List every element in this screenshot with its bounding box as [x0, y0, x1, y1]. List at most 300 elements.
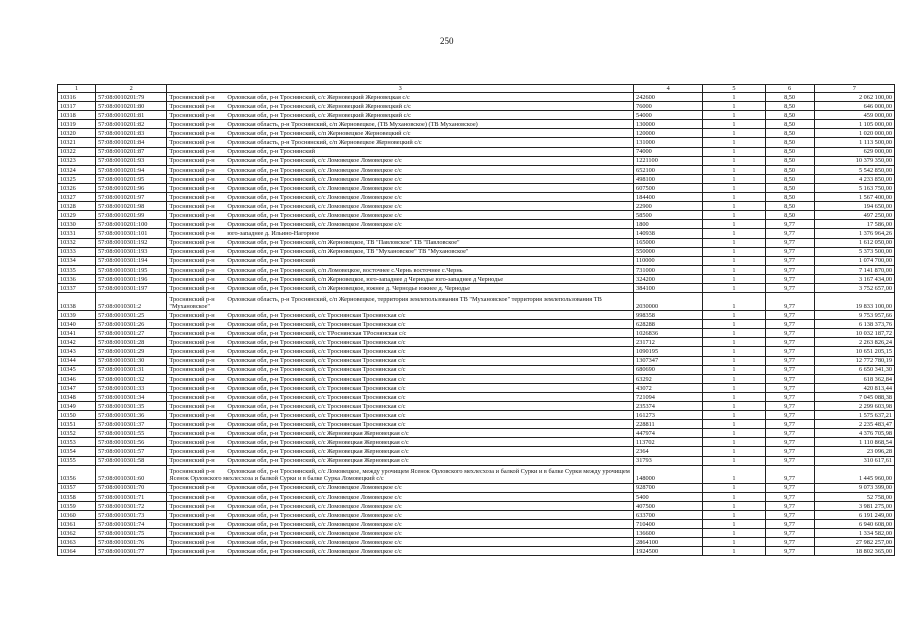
- count-cell: 1: [703, 447, 765, 456]
- cadastral-number-cell: 57:08:0010301:72: [96, 501, 167, 510]
- description-cell: [167, 265, 634, 274]
- description-cell: [167, 538, 634, 547]
- description-cell: [167, 93, 634, 102]
- row-number-cell: 10340: [58, 320, 96, 329]
- row-number-cell: 10332: [58, 238, 96, 247]
- row-number-cell: 10325: [58, 174, 96, 183]
- description-cell: [167, 483, 634, 492]
- count-cell: 1: [703, 383, 765, 392]
- header-col-7: 7: [814, 85, 894, 93]
- table-row: [58, 320, 895, 329]
- value-cell: 1 376 964,26: [814, 229, 894, 238]
- area-cell: 2864100: [634, 538, 703, 547]
- row-number-cell: 10321: [58, 138, 96, 147]
- rate-cell: 9,77: [765, 429, 814, 438]
- count-cell: 1: [703, 365, 765, 374]
- district-label: Троснянский р-н: [169, 493, 215, 501]
- area-cell: 1090195: [634, 347, 703, 356]
- address-label: Орловская обл, р-н Троснянский, с/с Ломовецкое Ломовецкое с/с: [227, 175, 402, 183]
- count-cell: 1: [703, 238, 765, 247]
- cadastral-number-cell: 57:08:0010201:93: [96, 156, 167, 165]
- district-label: Троснянский р-н: [169, 184, 215, 192]
- cadastral-number-cell: 57:08:0010301:26: [96, 320, 167, 329]
- value-cell: 5 542 850,00: [814, 165, 894, 174]
- rate-cell: 9,77: [765, 438, 814, 447]
- value-cell: 1 445 960,00: [814, 465, 894, 483]
- address-label: Орловская обл, р-н Троснянский, с/с Ломовецкое Ломовецкое с/с: [227, 202, 402, 210]
- table-row: [58, 456, 895, 465]
- table-header: [58, 85, 895, 93]
- table-row: [58, 365, 895, 374]
- address-label: Орловская обл, р-н Троснянский, с/с Троснянская Троснянская с/с: [227, 402, 406, 410]
- area-cell: 652100: [634, 165, 703, 174]
- description-cell: [167, 356, 634, 365]
- district-label: Троснянский р-н: [169, 230, 215, 238]
- header-col-1: 1: [58, 85, 96, 93]
- area-cell: 110000: [634, 256, 703, 265]
- district-label: Троснянский р-н: [169, 393, 215, 401]
- description-cell: [167, 510, 634, 519]
- cadastral-number-cell: 57:08:0010201:95: [96, 174, 167, 183]
- count-cell: 1: [703, 392, 765, 401]
- count-cell: 1: [703, 402, 765, 411]
- description-cell: [167, 202, 634, 211]
- value-cell: 2 062 100,00: [814, 93, 894, 102]
- rate-cell: 9,77: [765, 547, 814, 556]
- description-cell: [167, 311, 634, 320]
- rate-cell: 9,77: [765, 483, 814, 492]
- cadastral-number-cell: 57:08:0010201:83: [96, 129, 167, 138]
- cadastral-number-cell: 57:08:0010301:60: [96, 465, 167, 483]
- rate-cell: 9,77: [765, 392, 814, 401]
- count-cell: 1: [703, 320, 765, 329]
- header-col-4: 4: [634, 85, 703, 93]
- area-cell: 633700: [634, 510, 703, 519]
- value-cell: 194 650,00: [814, 202, 894, 211]
- table-row: [58, 120, 895, 129]
- area-cell: 130000: [634, 120, 703, 129]
- row-number-cell: 10337: [58, 283, 96, 292]
- value-cell: 6 138 373,76: [814, 320, 894, 329]
- area-cell: 710400: [634, 520, 703, 529]
- cadastral-number-cell: 57:08:0010301:57: [96, 447, 167, 456]
- address-label: Орловская обл, р-н Троснянский, с/с Жерновецкий Жерновецкая с/с: [227, 93, 410, 101]
- table-row: [58, 156, 895, 165]
- area-cell: 680690: [634, 365, 703, 374]
- value-cell: 2 299 603,98: [814, 402, 894, 411]
- address-label: Орловская обл, р-н Троснянский, с/с Троснянская Троснянская с/с: [227, 411, 406, 419]
- address-label: Орловская обл, р-н Троснянский, с/с ТРоснянская ТРоснянская с/с: [227, 330, 407, 338]
- district-label: Троснянский р-н: [169, 221, 215, 229]
- count-cell: 1: [703, 456, 765, 465]
- district-label: Троснянский р-н: [169, 430, 215, 438]
- district-label: Троснянский р-н: [169, 420, 215, 428]
- address-label: Орловская обл, р-н Троснянский, с/с Ломовецкое Ломовецкое с/с: [227, 520, 402, 528]
- table-row: [58, 165, 895, 174]
- value-cell: 1 567 400,00: [814, 193, 894, 202]
- address-label: Орловская обл, р-н Троснянский, с/с Жерновецкий Жерновецкий с/с: [227, 111, 411, 119]
- count-cell: 1: [703, 174, 765, 183]
- rate-cell: 8,50: [765, 193, 814, 202]
- table-row: [58, 129, 895, 138]
- value-cell: 7 045 088,38: [814, 392, 894, 401]
- rate-cell: 9,77: [765, 238, 814, 247]
- count-cell: 1: [703, 329, 765, 338]
- table-row: [58, 283, 895, 292]
- row-number-cell: 10318: [58, 111, 96, 120]
- row-number-cell: 10356: [58, 465, 96, 483]
- value-cell: 10 651 205,15: [814, 347, 894, 356]
- rate-cell: 9,77: [765, 356, 814, 365]
- value-cell: 17 586,00: [814, 220, 894, 229]
- table-row: [58, 347, 895, 356]
- area-cell: 242600: [634, 93, 703, 102]
- header-col-3: 3: [167, 85, 634, 93]
- cadastral-number-cell: 57:08:0010301:33: [96, 383, 167, 392]
- description-cell: [167, 174, 634, 183]
- row-number-cell: 10336: [58, 274, 96, 283]
- area-cell: 31793: [634, 456, 703, 465]
- district-label: Троснянский р-н: [169, 295, 215, 303]
- table-row: [58, 438, 895, 447]
- description-cell: [167, 347, 634, 356]
- rate-cell: 9,77: [765, 529, 814, 538]
- address-label: Орловская обл, р-н Троснянский, с/с Ломовецкое Ломовецкое с/с: [227, 221, 402, 229]
- rate-cell: 8,50: [765, 183, 814, 192]
- header-row: [58, 85, 895, 93]
- cadastral-number-cell: 57:08:0010301:37: [96, 420, 167, 429]
- cadastral-number-cell: 57:08:0010201:82: [96, 120, 167, 129]
- table-row: [58, 229, 895, 238]
- address-label: Орловская обл, р-н Троснянский, с/с Ломовецкое Ломовецкое с/с: [227, 212, 402, 220]
- area-cell: 2030000: [634, 293, 703, 311]
- area-cell: 628288: [634, 320, 703, 329]
- row-number-cell: 10347: [58, 383, 96, 392]
- address-label: Орловская обл, р-н Троснянский, с/с Ломовецкое Ломовецкое с/с: [227, 539, 402, 547]
- rate-cell: 9,77: [765, 383, 814, 392]
- address-label: Орловская обл, р-н Троснянский, с/с Троснянская Троснянская с/с: [227, 311, 406, 319]
- table-row: [58, 338, 895, 347]
- description-cell: [167, 211, 634, 220]
- rate-cell: 9,77: [765, 265, 814, 274]
- table-row: [58, 174, 895, 183]
- table-row: [58, 356, 895, 365]
- table-row: [58, 138, 895, 147]
- row-number-cell: 10319: [58, 120, 96, 129]
- land-register-table: [57, 84, 895, 556]
- table-row: [58, 501, 895, 510]
- value-cell: 19 833 100,00: [814, 293, 894, 311]
- district-label: Троснянский р-н: [169, 239, 215, 247]
- rate-cell: 9,77: [765, 456, 814, 465]
- count-cell: 1: [703, 111, 765, 120]
- address-label: Орловская обл, р-н Троснянский, с/с Троснянская Троснянская с/с: [227, 366, 406, 374]
- count-cell: 1: [703, 483, 765, 492]
- rate-cell: 9,77: [765, 320, 814, 329]
- count-cell: 1: [703, 293, 765, 311]
- count-cell: 1: [703, 183, 765, 192]
- table-row: [58, 247, 895, 256]
- address-label: Орловская обл, р-н Троснянский, с/с Троснянская Троснянская с/с: [227, 420, 406, 428]
- area-cell: 407500: [634, 501, 703, 510]
- count-cell: 1: [703, 138, 765, 147]
- rate-cell: 8,50: [765, 165, 814, 174]
- cadastral-number-cell: 57:08:0010301:35: [96, 402, 167, 411]
- table-row: [58, 202, 895, 211]
- table-row: [58, 111, 895, 120]
- description-cell: [167, 102, 634, 111]
- address-label: Орловская обл, р-н Троснянский, с/п Жерновецкое, ТВ "Павловское" ТВ "Павловское": [227, 239, 460, 247]
- description-cell: [167, 247, 634, 256]
- cadastral-number-cell: 57:08:0010301:194: [96, 256, 167, 265]
- table-row: [58, 529, 895, 538]
- district-label: Троснянский р-н: [169, 330, 215, 338]
- count-cell: 1: [703, 156, 765, 165]
- count-cell: 1: [703, 347, 765, 356]
- rate-cell: 9,77: [765, 411, 814, 420]
- value-cell: 9 753 957,66: [814, 311, 894, 320]
- area-cell: 1221100: [634, 156, 703, 165]
- rate-cell: 9,77: [765, 247, 814, 256]
- row-number-cell: 10317: [58, 102, 96, 111]
- area-cell: 58500: [634, 211, 703, 220]
- rate-cell: 8,50: [765, 174, 814, 183]
- cadastral-number-cell: 57:08:0010301:29: [96, 347, 167, 356]
- row-number-cell: 10353: [58, 438, 96, 447]
- row-number-cell: 10326: [58, 183, 96, 192]
- rate-cell: 9,77: [765, 538, 814, 547]
- rate-cell: 8,50: [765, 138, 814, 147]
- cadastral-number-cell: 57:08:0010301:58: [96, 456, 167, 465]
- address-label: Орловская обл, р-н Троснянский, с/с Ломовецкое Ломовецкое с/с: [227, 157, 402, 165]
- description-cell: [167, 183, 634, 192]
- district-label: Троснянский р-н: [169, 348, 215, 356]
- description-cell: [167, 402, 634, 411]
- table-row: [58, 93, 895, 102]
- table-row: [58, 383, 895, 392]
- count-cell: 1: [703, 220, 765, 229]
- area-cell: 550000: [634, 247, 703, 256]
- table-row: [58, 183, 895, 192]
- rate-cell: 9,77: [765, 283, 814, 292]
- description-cell: [167, 520, 634, 529]
- cadastral-number-cell: 57:08:0010301:75: [96, 529, 167, 538]
- description-cell: [167, 411, 634, 420]
- district-label: Троснянский р-н: [169, 366, 215, 374]
- district-label: Троснянский р-н: [169, 320, 215, 328]
- description-cell: [167, 501, 634, 510]
- area-cell: 131000: [634, 138, 703, 147]
- rate-cell: 9,77: [765, 420, 814, 429]
- rate-cell: 9,77: [765, 492, 814, 501]
- address-label: Орловская обл, р-н Троснянский, с/с Ломовецкое Ломовецкое с/с: [227, 548, 402, 556]
- row-number-cell: 10352: [58, 429, 96, 438]
- value-cell: 7 141 870,00: [814, 265, 894, 274]
- cadastral-number-cell: 57:08:0010201:99: [96, 211, 167, 220]
- count-cell: 1: [703, 492, 765, 501]
- row-number-cell: 10324: [58, 165, 96, 174]
- address-label: Орловская обл, р-н Троснянский, с/с Троснянская Троснянская с/с: [227, 375, 406, 383]
- table-row: [58, 411, 895, 420]
- area-cell: 63292: [634, 374, 703, 383]
- address-label: Орловская обл, р-н Троснянский, с/с Жерновецкая Жерновецкая с/с: [227, 430, 409, 438]
- value-cell: 646 000,00: [814, 102, 894, 111]
- area-cell: 721094: [634, 392, 703, 401]
- cadastral-number-cell: 57:08:0010301:197: [96, 283, 167, 292]
- area-cell: 76000: [634, 102, 703, 111]
- description-cell: [167, 193, 634, 202]
- description-cell: [167, 547, 634, 556]
- cadastral-number-cell: 57:08:0010301:193: [96, 247, 167, 256]
- count-cell: 1: [703, 120, 765, 129]
- table-row: [58, 465, 895, 483]
- row-number-cell: 10331: [58, 229, 96, 238]
- value-cell: 1 612 050,00: [814, 238, 894, 247]
- address-label: Орловская обл, р-н Троснянский, с/с Троснянская Троснянская с/с: [227, 348, 406, 356]
- description-cell: [167, 156, 634, 165]
- table-row: [58, 392, 895, 401]
- address-label: Орловская обл, р-н Троснянский, с/с Ломовецкое Ломовецкое с/с: [227, 529, 402, 537]
- cadastral-number-cell: 57:08:0010201:87: [96, 147, 167, 156]
- district-label: Троснянский р-н: [169, 529, 215, 537]
- address-label: Орловская обл, р-н Троснянский: [227, 257, 315, 265]
- cadastral-number-cell: 57:08:0010201:96: [96, 183, 167, 192]
- table-row: [58, 402, 895, 411]
- value-cell: 1 334 582,00: [814, 529, 894, 538]
- area-cell: 498100: [634, 174, 703, 183]
- value-cell: 18 802 365,00: [814, 547, 894, 556]
- cadastral-number-cell: 57:08:0010301:34: [96, 392, 167, 401]
- table-row: [58, 329, 895, 338]
- description-cell: [167, 320, 634, 329]
- area-cell: 1026836: [634, 329, 703, 338]
- row-number-cell: 10327: [58, 193, 96, 202]
- area-cell: 324200: [634, 274, 703, 283]
- cadastral-number-cell: 57:08:0010201:79: [96, 93, 167, 102]
- address-label: Орловская обл, р-н Троснянский, с/с Троснянская Троснянская с/с: [227, 339, 406, 347]
- district-label: Троснянский р-н: [169, 93, 215, 101]
- description-cell: [167, 492, 634, 501]
- district-label: Троснянский р-н: [169, 357, 215, 365]
- value-cell: 6 650 341,30: [814, 365, 894, 374]
- description-cell: [167, 420, 634, 429]
- description-cell: [167, 138, 634, 147]
- row-number-cell: 10338: [58, 293, 96, 311]
- district-label: Троснянский р-н: [169, 148, 215, 156]
- value-cell: 6 940 608,00: [814, 520, 894, 529]
- district-label: Троснянский р-н: [169, 375, 215, 383]
- rate-cell: 8,50: [765, 156, 814, 165]
- cadastral-number-cell: 57:08:0010301:30: [96, 356, 167, 365]
- cadastral-number-cell: 57:08:0010301:55: [96, 429, 167, 438]
- count-cell: 1: [703, 256, 765, 265]
- district-label: Троснянский р-н: [169, 257, 215, 265]
- count-cell: 1: [703, 510, 765, 519]
- rate-cell: 8,50: [765, 93, 814, 102]
- address-label: Орловская обл, р-н Троснянский, с/с Ломовецкое Ломовецкое с/с: [227, 484, 402, 492]
- value-cell: 1 020 000,00: [814, 129, 894, 138]
- district-label: Троснянский р-н: [169, 175, 215, 183]
- area-cell: 231712: [634, 338, 703, 347]
- cadastral-number-cell: 57:08:0010301:36: [96, 411, 167, 420]
- value-cell: 3 981 275,00: [814, 501, 894, 510]
- rate-cell: 9,77: [765, 256, 814, 265]
- count-cell: 1: [703, 438, 765, 447]
- cadastral-number-cell: 57:08:0010301:195: [96, 265, 167, 274]
- count-cell: 1: [703, 429, 765, 438]
- count-cell: 1: [703, 538, 765, 547]
- count-cell: 1: [703, 311, 765, 320]
- row-number-cell: 10350: [58, 411, 96, 420]
- area-cell: 607500: [634, 183, 703, 192]
- address-label: юго-западнее д. Ильино-Нагорное: [227, 230, 320, 238]
- area-cell: 5400: [634, 492, 703, 501]
- count-cell: 1: [703, 338, 765, 347]
- description-cell: [167, 229, 634, 238]
- district-label: Троснянский р-н: [169, 130, 215, 138]
- table-row: [58, 420, 895, 429]
- row-number-cell: 10355: [58, 456, 96, 465]
- row-number-cell: 10328: [58, 202, 96, 211]
- district-label: Троснянский р-н: [169, 111, 215, 119]
- count-cell: 1: [703, 193, 765, 202]
- table-row: [58, 256, 895, 265]
- district-label: Троснянский р-н: [169, 311, 215, 319]
- count-cell: 1: [703, 283, 765, 292]
- value-cell: 4 233 850,00: [814, 174, 894, 183]
- value-cell: 10 032 187,72: [814, 329, 894, 338]
- row-number-cell: 10334: [58, 256, 96, 265]
- rate-cell: 9,77: [765, 520, 814, 529]
- count-cell: 1: [703, 420, 765, 429]
- district-label: Троснянский р-н: [169, 202, 215, 210]
- area-cell: 1924500: [634, 547, 703, 556]
- district-label: Троснянский р-н: [169, 539, 215, 547]
- value-cell: 4 376 705,98: [814, 429, 894, 438]
- table-row: [58, 293, 895, 311]
- description-cell: [167, 256, 634, 265]
- address-label: Орловская обл, р-н Троснянский, с/с Ломовецкое Ломовецкое с/с: [227, 511, 402, 519]
- count-cell: 1: [703, 374, 765, 383]
- area-cell: 184400: [634, 193, 703, 202]
- cadastral-number-cell: 57:08:0010301:2: [96, 293, 167, 311]
- cadastral-number-cell: 57:08:0010301:192: [96, 238, 167, 247]
- row-number-cell: 10362: [58, 529, 96, 538]
- table-row: [58, 220, 895, 229]
- table-row: [58, 429, 895, 438]
- cadastral-number-cell: 57:08:0010301:31: [96, 365, 167, 374]
- count-cell: 1: [703, 247, 765, 256]
- area-cell: 1307347: [634, 356, 703, 365]
- rate-cell: 8,50: [765, 120, 814, 129]
- rate-cell: 9,77: [765, 274, 814, 283]
- description-cell: [167, 374, 634, 383]
- row-number-cell: 10360: [58, 510, 96, 519]
- rate-cell: 9,77: [765, 229, 814, 238]
- address-label: Орловская обл, р-н Троснянский, с/с Жерновецкая Жерновецкая с/с: [227, 448, 409, 456]
- area-cell: 22900: [634, 202, 703, 211]
- description-cell: [167, 111, 634, 120]
- cadastral-number-cell: 57:08:0010301:25: [96, 311, 167, 320]
- count-cell: 1: [703, 93, 765, 102]
- table-row: [58, 483, 895, 492]
- rate-cell: 9,77: [765, 347, 814, 356]
- cadastral-number-cell: 57:08:0010201:84: [96, 138, 167, 147]
- row-number-cell: 10345: [58, 365, 96, 374]
- cadastral-number-cell: 57:08:0010201:98: [96, 202, 167, 211]
- district-label: Троснянский р-н: [169, 212, 215, 220]
- table-row: [58, 520, 895, 529]
